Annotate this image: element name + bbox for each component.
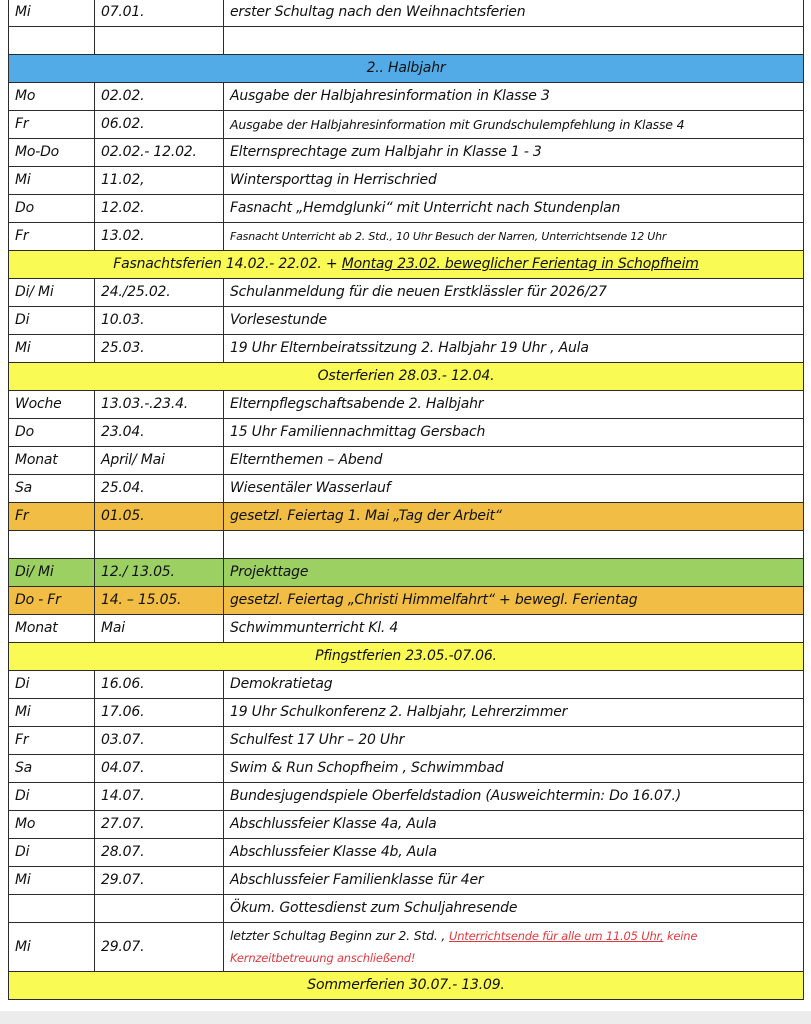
day-cell: Di [9, 671, 95, 699]
holiday-row [9, 363, 804, 391]
event-cell: Bundesjugendspiele Oberfeldstadion (Ausweichtermin: Do 16.07.) [224, 783, 804, 811]
section-header-row [9, 55, 804, 83]
table-row [9, 811, 804, 839]
date-cell: 02.02. [95, 83, 224, 111]
event-cell: Ökum. Gottesdienst zum Schuljahresende [224, 895, 804, 923]
table-row [9, 335, 804, 363]
event-cell: Ausgabe der Halbjahresinformation mit Grundschulempfehlung in Klasse 4 [224, 111, 804, 139]
day-cell: Monat [9, 447, 95, 475]
event-cell: Abschlussfeier Klasse 4b, Aula [224, 839, 804, 867]
event-cell: gesetzl. Feiertag „Christi Himmelfahrt“ + bewegl. Ferientag [224, 587, 804, 615]
project-days-row [9, 559, 804, 587]
date-cell: 04.07. [95, 755, 224, 783]
table-row [9, 83, 804, 111]
event-cell: Schulanmeldung für die neuen Erstklässler für 2026/27 [224, 279, 804, 307]
event-cell: Abschlussfeier Klasse 4a, Aula [224, 811, 804, 839]
event-cell: 19 Uhr Schulkonferenz 2. Halbjahr, Lehrerzimmer [224, 699, 804, 727]
last-school-day-row [9, 923, 804, 972]
day-cell: Mi [9, 167, 95, 195]
day-cell: Sa [9, 475, 95, 503]
day-cell: Mi [9, 923, 95, 972]
day-cell: Mi [9, 867, 95, 895]
date-cell: 14.07. [95, 783, 224, 811]
day-cell: Do [9, 419, 95, 447]
holiday-row [9, 643, 804, 671]
date-cell: 25.03. [95, 335, 224, 363]
table-row [9, 699, 804, 727]
date-cell: 17.06. [95, 699, 224, 727]
day-cell: Di/ Mi [9, 559, 95, 587]
date-cell: Mai [95, 615, 224, 643]
table-row [9, 615, 804, 643]
event-cell: Swim & Run Schopfheim , Schwimmbad [224, 755, 804, 783]
date-cell: 12.02. [95, 195, 224, 223]
table-row [9, 419, 804, 447]
date-cell [95, 27, 224, 55]
day-cell: Di/ Mi [9, 279, 95, 307]
table-row [9, 195, 804, 223]
date-cell: 11.02, [95, 167, 224, 195]
table-row [9, 223, 804, 251]
holiday-banner-pfingsten: Pfingstferien 23.05.-07.06. [9, 643, 804, 671]
date-cell: 13.03.-.23.4. [95, 391, 224, 419]
table-row [9, 167, 804, 195]
day-cell: Mo-Do [9, 139, 95, 167]
date-cell: 02.02.- 12.02. [95, 139, 224, 167]
day-cell: Di [9, 839, 95, 867]
table-row [9, 475, 804, 503]
event-cell: Wiesentäler Wasserlauf [224, 475, 804, 503]
day-cell: Mi [9, 0, 95, 27]
public-holiday-row [9, 503, 804, 531]
holiday-banner-sommer: Sommerferien 30.07.- 13.09. [9, 972, 804, 1000]
date-cell: 13.02. [95, 223, 224, 251]
day-cell: Do [9, 195, 95, 223]
day-cell: Mi [9, 699, 95, 727]
table-row [9, 867, 804, 895]
event-cell: Elternsprechtage zum Halbjahr in Klasse 1 - 3 [224, 139, 804, 167]
empty-row [9, 27, 804, 55]
event-cell: Schwimmunterricht Kl. 4 [224, 615, 804, 643]
date-cell [95, 895, 224, 923]
date-cell: 14. – 15.05. [95, 587, 224, 615]
event-cell: Fasnacht Unterricht ab 2. Std., 10 Uhr Besuch der Narren, Unterrichtsende 12 Uhr [224, 223, 804, 251]
holiday-banner-fasnacht [9, 251, 804, 279]
day-cell: Di [9, 783, 95, 811]
holiday-banner-ostern: Osterferien 28.03.- 12.04. [9, 363, 804, 391]
event-text: letzter Schultag Beginn zur 2. Std. , [230, 928, 449, 943]
date-cell: 28.07. [95, 839, 224, 867]
holiday-banner-text: Fasnachtsferien 14.02.- 22.02. + [113, 256, 342, 272]
date-cell: 23.04. [95, 419, 224, 447]
date-cell: April/ Mai [95, 447, 224, 475]
public-holiday-row [9, 587, 804, 615]
event-warning-text: keine Kernzeitbetreuung anschließend! [230, 929, 698, 965]
date-cell: 29.07. [95, 867, 224, 895]
event-cell: erster Schultag nach den Weihnachtsferien [224, 0, 804, 27]
event-warning-underlined: Unterrichtsende für alle um 11.05 Uhr, [448, 929, 664, 943]
date-cell: 25.04. [95, 475, 224, 503]
table-row [9, 839, 804, 867]
table-row [9, 671, 804, 699]
event-cell: 19 Uhr Elternbeiratssitzung 2. Halbjahr 19 Uhr , Aula [224, 335, 804, 363]
day-cell: Mi [9, 335, 95, 363]
event-cell: Wintersporttag in Herrischried [224, 167, 804, 195]
date-cell: 03.07. [95, 727, 224, 755]
date-cell: 10.03. [95, 307, 224, 335]
table-row [9, 111, 804, 139]
holiday-row [9, 251, 804, 279]
date-cell: 01.05. [95, 503, 224, 531]
day-cell: Fr [9, 111, 95, 139]
table-row [9, 139, 804, 167]
schedule-table [8, 0, 804, 1000]
table-row [9, 447, 804, 475]
day-cell [9, 531, 95, 559]
section-header-halbjahr: 2.. Halbjahr [9, 55, 804, 83]
event-cell: Vorlesestunde [224, 307, 804, 335]
event-cell: Projekttage [224, 559, 804, 587]
event-cell: Abschlussfeier Familienklasse für 4er [224, 867, 804, 895]
day-cell: Fr [9, 503, 95, 531]
day-cell [9, 895, 95, 923]
day-cell: Woche [9, 391, 95, 419]
holiday-row [9, 972, 804, 1000]
day-cell: Mo [9, 83, 95, 111]
day-cell [9, 27, 95, 55]
event-cell: Fasnacht „Hemdglunki“ mit Unterricht nach Stundenplan [224, 195, 804, 223]
table-row [9, 755, 804, 783]
date-cell [95, 531, 224, 559]
day-cell: Monat [9, 615, 95, 643]
table-row [9, 391, 804, 419]
date-cell: 06.02. [95, 111, 224, 139]
event-cell: Elternthemen – Abend [224, 447, 804, 475]
table-row [9, 307, 804, 335]
date-cell: 29.07. [95, 923, 224, 972]
date-cell: 16.06. [95, 671, 224, 699]
day-cell: Fr [9, 727, 95, 755]
date-cell: 27.07. [95, 811, 224, 839]
date-cell: 24./25.02. [95, 279, 224, 307]
table-row [9, 0, 804, 27]
table-row [9, 279, 804, 307]
table-row [9, 895, 804, 923]
date-cell: 12./ 13.05. [95, 559, 224, 587]
event-cell: 15 Uhr Familiennachmittag Gersbach [224, 419, 804, 447]
event-cell: Elternpflegschaftsabende 2. Halbjahr [224, 391, 804, 419]
day-cell: Do - Fr [9, 587, 95, 615]
event-cell: Schulfest 17 Uhr – 20 Uhr [224, 727, 804, 755]
holiday-banner-underlined-text: Montag 23.02. beweglicher Ferientag in Schopfheim [341, 256, 699, 272]
event-cell: Ausgabe der Halbjahresinformation in Klasse 3 [224, 83, 804, 111]
empty-row [9, 531, 804, 559]
day-cell: Fr [9, 223, 95, 251]
day-cell: Mo [9, 811, 95, 839]
day-cell: Sa [9, 755, 95, 783]
table-row [9, 783, 804, 811]
event-cell: Demokratietag [224, 671, 804, 699]
date-cell: 07.01. [95, 0, 224, 27]
event-cell [224, 531, 804, 559]
day-cell: Di [9, 307, 95, 335]
event-cell: gesetzl. Feiertag 1. Mai „Tag der Arbeit“ [224, 503, 804, 531]
event-cell [224, 27, 804, 55]
event-cell [224, 923, 804, 972]
table-row [9, 727, 804, 755]
